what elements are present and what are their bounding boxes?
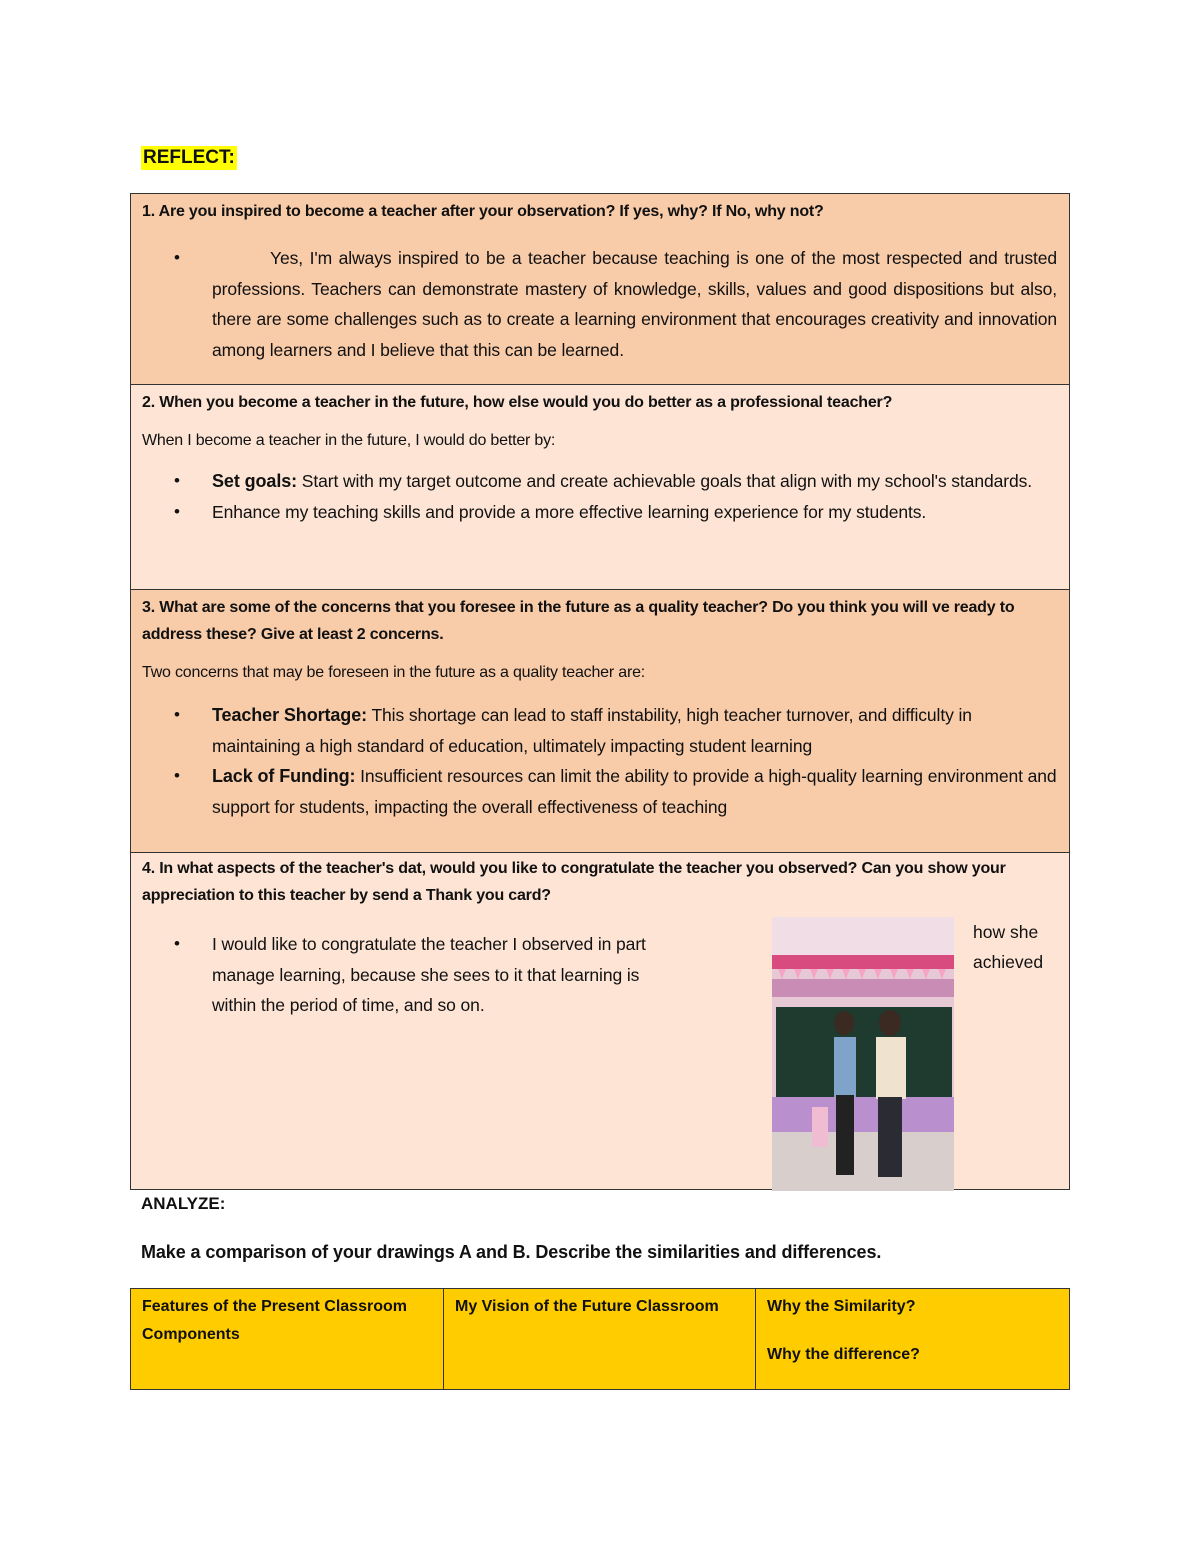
answer-4-list [131, 929, 772, 1021]
analyze-instruction: Make a comparison of your drawings A and B. Describe the similarities and differences. [141, 1242, 882, 1262]
reflect-heading: REFLECT: [143, 147, 235, 168]
question-4: 4. In what aspects of the teacher's dat, would you like to congratulate the teacher you observed? Can you show your appreciation to this teacher by send a Thank you card? [142, 860, 1006, 904]
answer-4-right-1: how she [973, 922, 1039, 942]
answer-3-list [142, 700, 1057, 822]
question-1: 1. Are you inspired to become a teacher after your observation? If yes, why? If No, why not? [142, 203, 824, 220]
reflect-table [130, 193, 1070, 1190]
column-header-present: Features of the Present Classroom Components [131, 1289, 444, 1390]
answer-3-item: • Teacher Shortage: This shortage can lead to staff instability, high teacher turnover, and difficulty in maintaining a high standard of education, ultimately impacting student learning [212, 700, 1057, 761]
answer-3-intro: Two concerns that may be foreseen in the future as a quality teacher are: [142, 664, 646, 681]
column-header-future: My Vision of the Future Classroom [444, 1289, 756, 1390]
reflect-row-2 [131, 385, 1070, 590]
answer-2-item: • Set goals: Start with my target outcome and create achievable goals that align with my school's standards. [212, 466, 1057, 497]
answer-2-intro: When I become a teacher in the future, I would do better by: [142, 432, 556, 449]
answer-4-right-2: achieved [973, 952, 1044, 972]
analyze-heading: ANALYZE: [141, 1194, 226, 1213]
answer-2-list [142, 466, 1057, 527]
comparison-header-row [131, 1289, 1070, 1390]
reflect-row-1 [131, 194, 1070, 385]
question-2: 2. When you become a teacher in the future, how else would you do better as a professional teacher? [142, 394, 893, 411]
reflect-row-4 [131, 853, 1070, 1190]
answer-2-item: • Enhance my teaching skills and provide a more effective learning experience for my students. [212, 497, 1057, 528]
answer-1: • Yes, I'm always inspired to be a teacher because teaching is one of the most respected and trusted professions. Teachers can demonstrate mastery of knowledge, skills, values and good dispositions but also, there are some challenges such as to create a learning environment that encourages creativity and innovation among learners and I believe that this can be learned. [212, 243, 1057, 365]
answer-4-item: • I would like to congratulate the teacher I observed in part manage learning, because she sees to it that learning is within the period of time, and so on. [212, 929, 772, 1021]
reflect-row-3 [131, 590, 1070, 853]
comparison-table [130, 1288, 1070, 1390]
answer-3-item: • Lack of Funding: Insufficient resources can limit the ability to provide a high-quality learning environment and support for students, impacting the overall effectiveness of teaching [212, 761, 1057, 822]
question-3: 3. What are some of the concerns that you foresee in the future as a quality teacher? Do you think you will ve ready to address these? Give at least 2 concerns. [142, 599, 1015, 643]
column-header-why: Why the Similarity? Why the difference? [756, 1289, 1070, 1390]
teacher-photo [772, 917, 954, 1191]
answer-1-list [142, 243, 1057, 365]
